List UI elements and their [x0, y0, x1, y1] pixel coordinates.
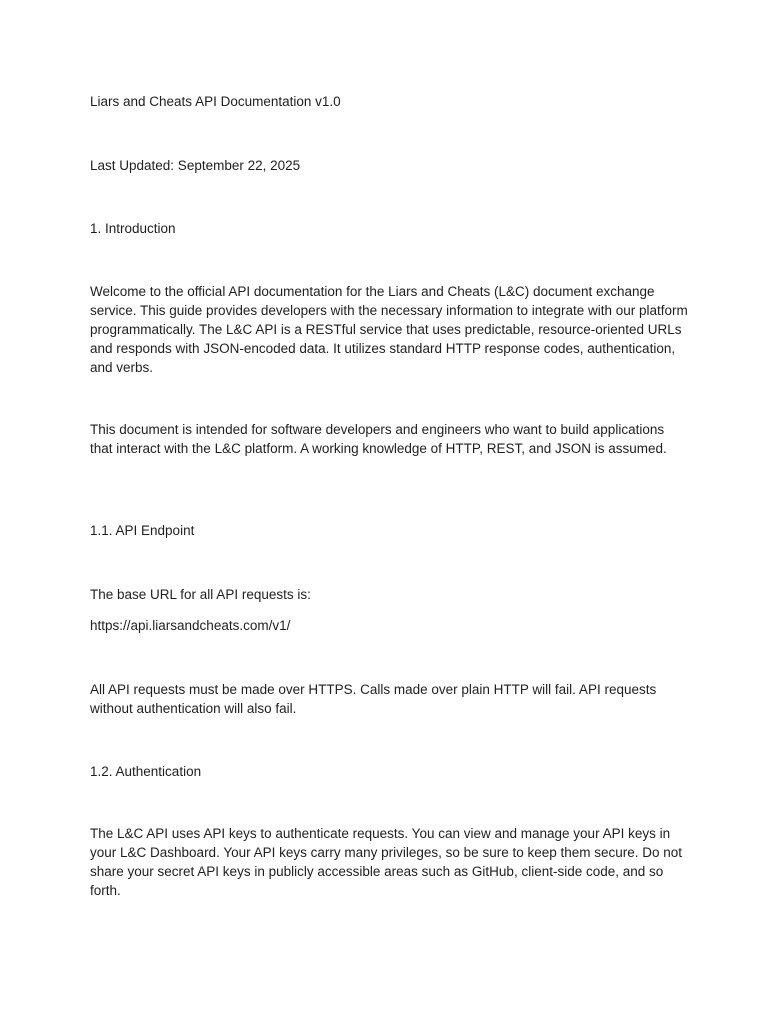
api-endpoint-heading: 1.1. API Endpoint	[90, 523, 195, 538]
api-endpoint-note: All API requests must be made over HTTPS. Calls made over plain HTTP will fail. API requests without authentication will also fail.	[90, 682, 657, 716]
document-title: Liars and Cheats API Documentation v1.0	[90, 94, 341, 109]
api-endpoint-intro: The base URL for all API requests is:	[90, 587, 311, 602]
introduction-heading: 1. Introduction	[90, 221, 176, 236]
authentication-paragraph: The L&C API uses API keys to authenticate requests. You can view and manage your API keys in your L&C Dashboard. Your API keys carry many privileges, so be sure to keep them secure. Do not share your secret API keys in publicly accessible areas such as GitHub, client-side code, and so forth.	[90, 826, 683, 898]
introduction-paragraph-2: This document is intended for software developers and engineers who want to build applications that interact with the L&C platform. A working knowledge of HTTP, REST, and JSON is assumed.	[90, 422, 667, 456]
last-updated: Last Updated: September 22, 2025	[90, 158, 301, 173]
introduction-paragraph-1: Welcome to the official API documentation for the Liars and Cheats (L&C) document exchange service. This guide provides developers with the necessary information to integrate with our platform programmatically. The L&C API is a RESTful service that uses predictable, resource-oriented URLs and responds with JSON-encoded data. It utilizes standard HTTP response codes, authentication, and verbs.	[90, 284, 688, 375]
authentication-heading: 1.2. Authentication	[90, 764, 202, 779]
api-base-url: https://api.liarsandcheats.com/v1/	[90, 618, 291, 633]
